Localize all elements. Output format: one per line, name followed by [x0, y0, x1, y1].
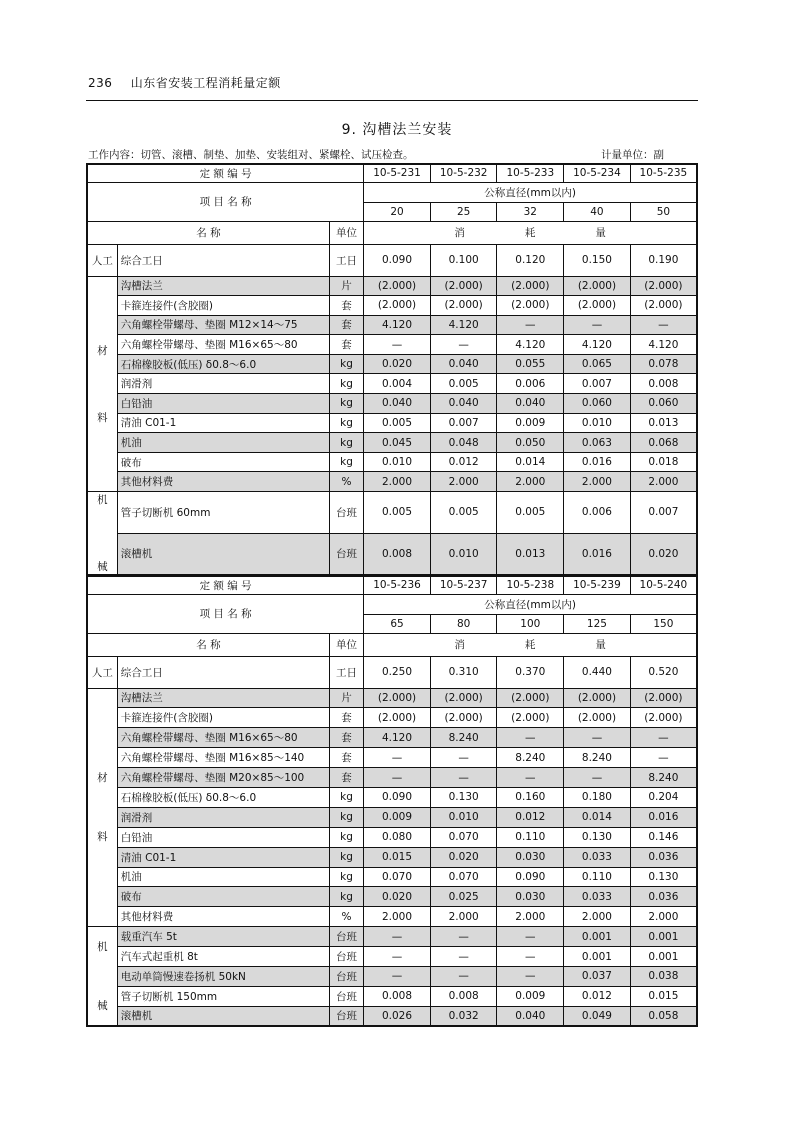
item-value: 0.063: [564, 433, 631, 453]
item-value: 0.033: [564, 847, 631, 867]
item-value: 0.160: [497, 787, 564, 807]
item-value: 0.015: [630, 986, 697, 1006]
item-value: 0.012: [430, 452, 497, 472]
item-name: 六角螺栓带螺母、垫圈 M16×65～80: [117, 335, 329, 355]
item-value: 0.038: [630, 966, 697, 986]
item-value: 0.014: [564, 807, 631, 827]
item-value: 0.090: [364, 787, 431, 807]
item-value: 4.120: [630, 335, 697, 355]
item-value: —: [630, 748, 697, 768]
quota-code: 10-5-234: [564, 164, 631, 182]
item-value: 0.060: [630, 394, 697, 414]
item-name: 六角螺栓带螺母、垫圈 M12×14～75: [117, 315, 329, 335]
item-name: 白铅油: [117, 394, 329, 414]
item-name: 润滑剂: [117, 374, 329, 394]
item-value: 0.070: [430, 867, 497, 887]
item-value: 0.005: [364, 413, 431, 433]
item-value: 0.068: [630, 433, 697, 453]
labor-unit: 工日: [329, 244, 363, 276]
consumption-char: 量: [595, 227, 606, 239]
item-value: 0.006: [497, 374, 564, 394]
item-value: —: [430, 966, 497, 986]
item-value: (2.000): [497, 296, 564, 316]
item-value: 0.060: [564, 394, 631, 414]
item-value: 0.008: [364, 986, 431, 1006]
item-value: 0.001: [564, 947, 631, 967]
item-unit: kg: [329, 374, 363, 394]
item-value: (2.000): [630, 708, 697, 728]
item-unit: kg: [329, 413, 363, 433]
item-name: 其他材料费: [117, 472, 329, 492]
item-value: 0.130: [630, 867, 697, 887]
item-unit: kg: [329, 354, 363, 374]
item-value: (2.000): [430, 276, 497, 296]
item-value: (2.000): [630, 688, 697, 708]
item-unit: 片: [329, 688, 363, 708]
item-value: 2.000: [364, 907, 431, 927]
item-value: 0.012: [564, 986, 631, 1006]
item-value: (2.000): [364, 276, 431, 296]
item-value: 0.180: [564, 787, 631, 807]
work-content: 工作内容：切管、滚槽、制垫、加垫、安装组对、紧螺栓、试压检查。: [88, 149, 414, 161]
item-value: (2.000): [364, 708, 431, 728]
item-value: (2.000): [430, 296, 497, 316]
name-column-header: 名 称: [87, 221, 329, 244]
item-value: 2.000: [630, 472, 697, 492]
item-value: 0.036: [630, 887, 697, 907]
item-value: —: [364, 927, 431, 947]
item-value: 0.040: [497, 394, 564, 414]
item-unit: kg: [329, 433, 363, 453]
materials-category-char: 材: [97, 772, 108, 785]
item-value: 0.049: [564, 1006, 631, 1026]
diameter-value: 125: [564, 614, 631, 633]
item-value: 2.000: [564, 907, 631, 927]
labor-value: 0.310: [430, 656, 497, 688]
labor-category: 人工: [87, 244, 117, 276]
item-unit: kg: [329, 847, 363, 867]
item-value: 0.070: [430, 827, 497, 847]
item-value: —: [497, 947, 564, 967]
item-value: 0.204: [630, 787, 697, 807]
consumption-char: 耗: [524, 639, 536, 651]
item-value: —: [497, 315, 564, 335]
item-value: 0.012: [497, 807, 564, 827]
item-value: 0.020: [430, 847, 497, 867]
item-value: —: [564, 728, 631, 748]
item-value: —: [430, 748, 497, 768]
item-value: 0.015: [364, 847, 431, 867]
quota-code: 10-5-238: [497, 576, 564, 594]
quota-code: 10-5-240: [630, 576, 697, 594]
machines-category-char: 械: [97, 1000, 108, 1013]
item-name: 滚槽机: [117, 533, 329, 575]
consumption-char: 消: [454, 639, 465, 651]
item-value: —: [430, 927, 497, 947]
item-unit: kg: [329, 867, 363, 887]
item-unit: 台班: [329, 927, 363, 947]
quota-code: 10-5-231: [364, 164, 431, 182]
item-name: 机油: [117, 433, 329, 453]
item-value: 0.078: [630, 354, 697, 374]
name-column-header: 名 称: [87, 633, 329, 656]
item-value: 0.009: [497, 413, 564, 433]
item-value: 8.240: [497, 748, 564, 768]
item-value: 0.026: [364, 1006, 431, 1026]
item-value: 0.016: [630, 807, 697, 827]
item-value: (2.000): [430, 708, 497, 728]
item-name: 石棉橡胶板(低压) δ0.8～6.0: [117, 354, 329, 374]
consumption-char: 耗: [524, 227, 536, 239]
item-name: 沟槽法兰: [117, 688, 329, 708]
item-value: 0.110: [497, 827, 564, 847]
item-value: 4.120: [564, 335, 631, 355]
item-value: —: [630, 315, 697, 335]
item-value: 0.048: [430, 433, 497, 453]
materials-category-char: 材: [97, 344, 108, 357]
item-value: 4.120: [430, 315, 497, 335]
consumption-header: [364, 633, 697, 656]
item-value: —: [497, 927, 564, 947]
item-name: 汽车式起重机 8t: [117, 947, 329, 967]
item-value: 0.146: [630, 827, 697, 847]
materials-category-char: 料: [97, 411, 108, 424]
item-unit: 套: [329, 335, 363, 355]
item-value: —: [364, 947, 431, 967]
machines-category-char: 机: [97, 941, 108, 954]
item-value: —: [497, 966, 564, 986]
item-unit: 套: [329, 748, 363, 768]
item-name-label: 项 目 名 称: [87, 594, 364, 633]
consumption-char: 量: [595, 639, 606, 651]
item-value: (2.000): [630, 296, 697, 316]
item-value: 2.000: [497, 907, 564, 927]
item-value: 0.058: [630, 1006, 697, 1026]
diameter-value: 20: [364, 202, 431, 221]
item-value: 0.007: [564, 374, 631, 394]
item-value: 0.009: [364, 807, 431, 827]
item-value: —: [430, 335, 497, 355]
item-value: 0.005: [430, 492, 497, 534]
item-unit: %: [329, 907, 363, 927]
item-value: (2.000): [497, 276, 564, 296]
item-value: (2.000): [430, 688, 497, 708]
item-name: 六角螺栓带螺母、垫圈 M16×65～80: [117, 728, 329, 748]
item-unit: 套: [329, 315, 363, 335]
item-unit: kg: [329, 827, 363, 847]
item-value: 2.000: [430, 907, 497, 927]
item-value: 0.016: [564, 533, 631, 575]
item-value: 0.110: [564, 867, 631, 887]
item-value: 0.025: [430, 887, 497, 907]
consumption-header: [364, 221, 697, 244]
diameter-value: 65: [364, 614, 431, 633]
item-name: 电动单筒慢速卷扬机 50kN: [117, 966, 329, 986]
machines-category-char: 械: [97, 561, 108, 574]
item-value: 0.040: [497, 1006, 564, 1026]
item-value: 0.005: [497, 492, 564, 534]
labor-value: 0.190: [630, 244, 697, 276]
item-unit: 片: [329, 276, 363, 296]
item-value: 0.020: [364, 887, 431, 907]
item-unit: 台班: [329, 966, 363, 986]
item-value: 0.001: [564, 927, 631, 947]
item-name: 管子切断机 150mm: [117, 986, 329, 1006]
quota-code: 10-5-239: [564, 576, 631, 594]
item-value: 0.006: [564, 492, 631, 534]
item-name: 六角螺栓带螺母、垫圈 M16×85～140: [117, 748, 329, 768]
item-unit: 台班: [329, 1006, 363, 1026]
item-name-label: 项 目 名 称: [87, 182, 364, 221]
materials-category-char: 料: [97, 831, 108, 844]
item-value: (2.000): [564, 688, 631, 708]
item-value: (2.000): [497, 688, 564, 708]
item-value: 0.065: [564, 354, 631, 374]
labor-value: 0.370: [497, 656, 564, 688]
item-value: —: [564, 315, 631, 335]
item-value: 0.090: [497, 867, 564, 887]
item-value: —: [497, 768, 564, 788]
item-unit: 台班: [329, 947, 363, 967]
diameter-value: 150: [630, 614, 697, 633]
item-name: 卡箍连接件(含胶圈): [117, 708, 329, 728]
item-value: 4.120: [364, 315, 431, 335]
item-value: —: [364, 966, 431, 986]
item-value: (2.000): [564, 296, 631, 316]
unit-column-header: 单位: [329, 221, 363, 244]
item-value: (2.000): [630, 276, 697, 296]
item-value: 0.010: [430, 807, 497, 827]
header-rule: [86, 100, 698, 101]
item-unit: 台班: [329, 986, 363, 1006]
item-value: 0.007: [430, 413, 497, 433]
item-value: 0.008: [364, 533, 431, 575]
labor-value: 0.120: [497, 244, 564, 276]
item-value: 0.018: [630, 452, 697, 472]
materials-category: [87, 276, 117, 492]
item-value: (2.000): [364, 688, 431, 708]
diameter-group-label: 公称直径(mm以内): [364, 182, 697, 202]
item-name: 滚槽机: [117, 1006, 329, 1026]
item-name: 石棉橡胶板(低压) δ0.8～6.0: [117, 787, 329, 807]
labor-unit: 工日: [329, 656, 363, 688]
unit-label-1: 计量单位：副: [601, 149, 664, 161]
item-value: —: [564, 768, 631, 788]
item-value: 0.032: [430, 1006, 497, 1026]
machines-category: [87, 492, 117, 576]
quota-number-label: 定 额 编 号: [87, 576, 364, 594]
item-name: 管子切断机 60mm: [117, 492, 329, 534]
item-name: 破布: [117, 887, 329, 907]
item-value: 0.040: [430, 354, 497, 374]
labor-name: 综合工日: [117, 656, 329, 688]
quota-code: 10-5-232: [430, 164, 497, 182]
item-value: —: [497, 728, 564, 748]
diameter-group-label: 公称直径(mm以内): [364, 594, 697, 614]
item-name: 清油 C01-1: [117, 413, 329, 433]
item-value: 0.050: [497, 433, 564, 453]
item-value: (2.000): [564, 276, 631, 296]
item-value: —: [364, 768, 431, 788]
item-value: 0.070: [364, 867, 431, 887]
labor-value: 0.150: [564, 244, 631, 276]
item-unit: kg: [329, 394, 363, 414]
diameter-value: 50: [630, 202, 697, 221]
item-value: 0.080: [364, 827, 431, 847]
labor-value: 0.090: [364, 244, 431, 276]
item-unit: 套: [329, 728, 363, 748]
page-number: 236: [88, 76, 113, 90]
item-value: 0.036: [630, 847, 697, 867]
item-value: 0.037: [564, 966, 631, 986]
book-title: 山东省安装工程消耗量定额: [130, 76, 281, 90]
diameter-value: 80: [430, 614, 497, 633]
item-value: (2.000): [364, 296, 431, 316]
labor-category: 人工: [87, 656, 117, 688]
item-value: 0.040: [364, 394, 431, 414]
item-value: 0.009: [497, 986, 564, 1006]
item-unit: 台班: [329, 492, 363, 534]
item-value: 2.000: [497, 472, 564, 492]
item-value: 0.008: [630, 374, 697, 394]
item-value: —: [430, 947, 497, 967]
item-name: 沟槽法兰: [117, 276, 329, 296]
item-value: 2.000: [364, 472, 431, 492]
labor-value: 0.100: [430, 244, 497, 276]
section-title: 9. 沟槽法兰安装: [341, 122, 453, 138]
quota-code: 10-5-236: [364, 576, 431, 594]
item-value: 0.010: [564, 413, 631, 433]
item-value: 0.055: [497, 354, 564, 374]
item-value: 0.001: [630, 947, 697, 967]
item-name: 润滑剂: [117, 807, 329, 827]
diameter-value: 100: [497, 614, 564, 633]
item-value: 0.010: [364, 452, 431, 472]
item-value: 2.000: [430, 472, 497, 492]
quota-table-2: [86, 575, 698, 1027]
quota-code: 10-5-235: [630, 164, 697, 182]
item-value: 0.016: [564, 452, 631, 472]
item-unit: 台班: [329, 533, 363, 575]
item-unit: kg: [329, 787, 363, 807]
item-name: 清油 C01-1: [117, 847, 329, 867]
quota-code: 10-5-233: [497, 164, 564, 182]
machines-category-char: 机: [97, 494, 108, 507]
item-value: 0.045: [364, 433, 431, 453]
item-value: (2.000): [497, 708, 564, 728]
item-value: 0.001: [630, 927, 697, 947]
item-value: 0.010: [430, 533, 497, 575]
item-name: 机油: [117, 867, 329, 887]
item-name: 卡箍连接件(含胶圈): [117, 296, 329, 316]
item-value: 0.040: [430, 394, 497, 414]
item-value: 4.120: [364, 728, 431, 748]
item-name: 其他材料费: [117, 907, 329, 927]
item-value: 0.005: [430, 374, 497, 394]
item-unit: kg: [329, 887, 363, 907]
item-value: —: [364, 748, 431, 768]
quota-code: 10-5-237: [430, 576, 497, 594]
item-value: 0.033: [564, 887, 631, 907]
item-value: 0.013: [497, 533, 564, 575]
item-value: 0.020: [364, 354, 431, 374]
item-value: 0.020: [630, 533, 697, 575]
item-unit: %: [329, 472, 363, 492]
item-value: 2.000: [564, 472, 631, 492]
machines-category: [87, 927, 117, 1026]
materials-category: [87, 688, 117, 927]
quota-number-label: 定 额 编 号: [87, 164, 364, 182]
item-value: 8.240: [564, 748, 631, 768]
item-value: 0.005: [364, 492, 431, 534]
item-value: 0.014: [497, 452, 564, 472]
item-name: 载重汽车 5t: [117, 927, 329, 947]
item-value: 0.013: [630, 413, 697, 433]
item-name: 破布: [117, 452, 329, 472]
item-value: —: [364, 335, 431, 355]
item-value: (2.000): [564, 708, 631, 728]
labor-value: 0.250: [364, 656, 431, 688]
item-value: 0.008: [430, 986, 497, 1006]
item-unit: kg: [329, 452, 363, 472]
item-value: —: [630, 728, 697, 748]
quota-table-1: [86, 163, 698, 576]
item-value: —: [430, 768, 497, 788]
item-name: 六角螺栓带螺母、垫圈 M20×85～100: [117, 768, 329, 788]
labor-name: 综合工日: [117, 244, 329, 276]
item-value: 0.007: [630, 492, 697, 534]
item-value: 4.120: [497, 335, 564, 355]
item-value: 0.030: [497, 887, 564, 907]
item-value: 0.030: [497, 847, 564, 867]
labor-value: 0.440: [564, 656, 631, 688]
item-value: 0.130: [564, 827, 631, 847]
item-unit: 套: [329, 296, 363, 316]
item-name: 白铅油: [117, 827, 329, 847]
item-unit: 套: [329, 708, 363, 728]
item-value: 2.000: [630, 907, 697, 927]
item-value: 8.240: [430, 728, 497, 748]
item-value: 8.240: [630, 768, 697, 788]
running-header: [88, 74, 295, 91]
item-value: 0.004: [364, 374, 431, 394]
diameter-value: 40: [564, 202, 631, 221]
unit-column-header: 单位: [329, 633, 363, 656]
diameter-value: 32: [497, 202, 564, 221]
item-unit: kg: [329, 807, 363, 827]
diameter-value: 25: [430, 202, 497, 221]
item-value: 0.130: [430, 787, 497, 807]
labor-value: 0.520: [630, 656, 697, 688]
consumption-char: 消: [454, 227, 465, 239]
item-unit: 套: [329, 768, 363, 788]
